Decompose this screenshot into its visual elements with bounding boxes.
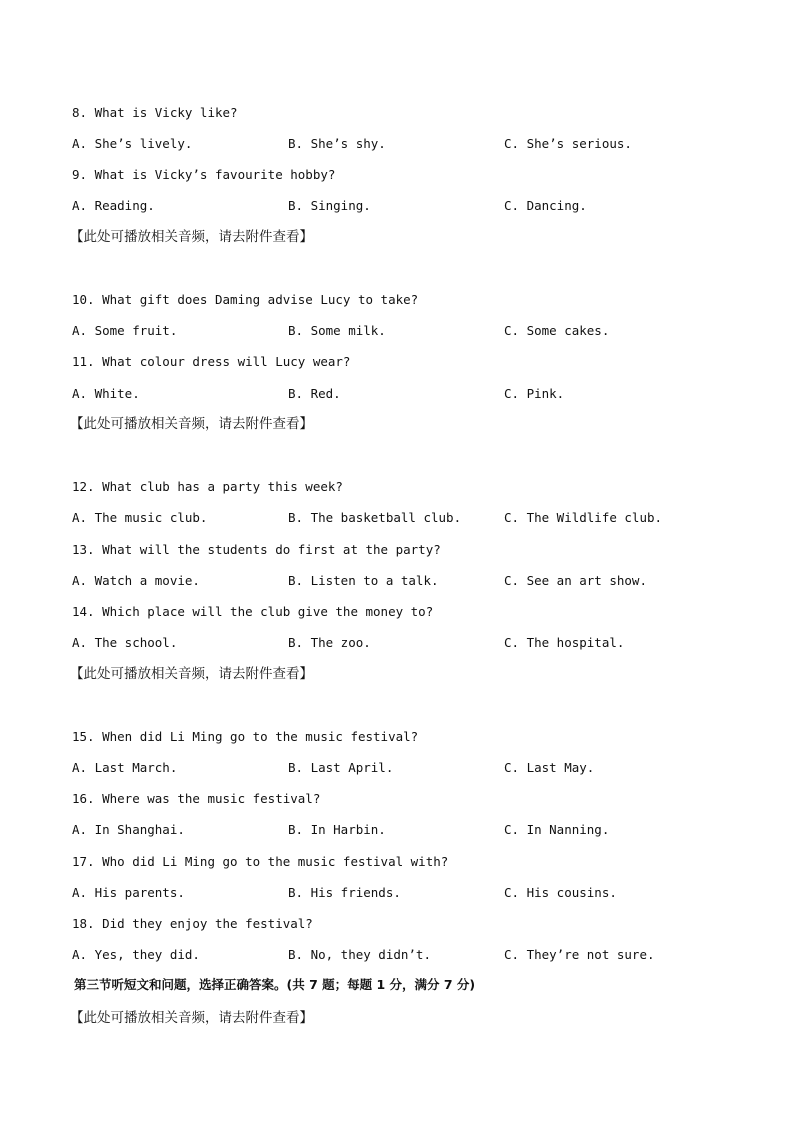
question-15: 15. When did Li Ming go to the music festival? (72, 729, 419, 744)
options-17 (72, 884, 752, 902)
options-15 (72, 759, 752, 777)
section-heading: 第三节听短文和问题，选择正确答案。(共 7 题；每题 1 分，满分 7 分) (74, 977, 476, 992)
question-16: 16. Where was the music festival? (72, 791, 321, 806)
option-b: B. In Harbin. (288, 822, 386, 837)
audio-note[interactable]: 【此处可播放相关音频，请去附件查看】 (70, 229, 313, 245)
option-c: C. Dancing. (504, 198, 587, 213)
question-18: 18. Did they enjoy the festival? (72, 916, 313, 931)
option-b: B. Listen to a talk. (288, 573, 439, 588)
option-c: C. They’re not sure. (504, 947, 655, 962)
option-a: A. Reading. (72, 198, 155, 213)
option-b: B. His friends. (288, 885, 401, 900)
option-b: B. Red. (288, 386, 341, 401)
option-b: B. Some milk. (288, 323, 386, 338)
question-11: 11. What colour dress will Lucy wear? (72, 354, 351, 369)
option-a: A. The school. (72, 635, 178, 650)
options-9 (72, 197, 752, 215)
question-8: 8. What is Vicky like? (72, 105, 238, 120)
options-12 (72, 509, 752, 527)
option-a: A. She’s lively. (72, 136, 193, 151)
question-17: 17. Who did Li Ming go to the music festival with? (72, 854, 449, 869)
options-8 (72, 135, 752, 153)
option-c: C. Pink. (504, 386, 565, 401)
question-9: 9. What is Vicky’s favourite hobby? (72, 167, 336, 182)
options-13 (72, 572, 752, 590)
option-a: A. The music club. (72, 510, 208, 525)
document-page (72, 0, 752, 1123)
options-18 (72, 946, 752, 964)
option-b: B. The zoo. (288, 635, 371, 650)
audio-note[interactable]: 【此处可播放相关音频，请去附件查看】 (70, 416, 313, 432)
option-b: B. Singing. (288, 198, 371, 213)
question-14: 14. Which place will the club give the money to? (72, 604, 434, 619)
option-a: A. Some fruit. (72, 323, 178, 338)
question-13: 13. What will the students do first at the party? (72, 542, 441, 557)
audio-note[interactable]: 【此处可播放相关音频，请去附件查看】 (70, 666, 313, 682)
option-b: B. She’s shy. (288, 136, 386, 151)
option-c: C. In Nanning. (504, 822, 610, 837)
option-c: C. Some cakes. (504, 323, 610, 338)
option-a: A. Yes, they did. (72, 947, 200, 962)
option-c: C. She’s serious. (504, 136, 632, 151)
options-16 (72, 821, 752, 839)
option-c: C. The hospital. (504, 635, 625, 650)
option-a: A. In Shanghai. (72, 822, 185, 837)
option-a: A. White. (72, 386, 140, 401)
option-a: A. His parents. (72, 885, 185, 900)
options-10 (72, 322, 752, 340)
audio-note[interactable]: 【此处可播放相关音频，请去附件查看】 (70, 1010, 313, 1026)
options-11 (72, 385, 752, 403)
option-c: C. Last May. (504, 760, 595, 775)
option-c: C. See an art show. (504, 573, 647, 588)
option-b: B. Last April. (288, 760, 394, 775)
question-12: 12. What club has a party this week? (72, 479, 343, 494)
option-a: A. Last March. (72, 760, 178, 775)
options-14 (72, 634, 752, 652)
option-b: B. The basketball club. (288, 510, 462, 525)
option-b: B. No, they didn’t. (288, 947, 431, 962)
option-c: C. The Wildlife club. (504, 510, 663, 525)
option-c: C. His cousins. (504, 885, 617, 900)
question-10: 10. What gift does Daming advise Lucy to take? (72, 292, 419, 307)
option-a: A. Watch a movie. (72, 573, 200, 588)
